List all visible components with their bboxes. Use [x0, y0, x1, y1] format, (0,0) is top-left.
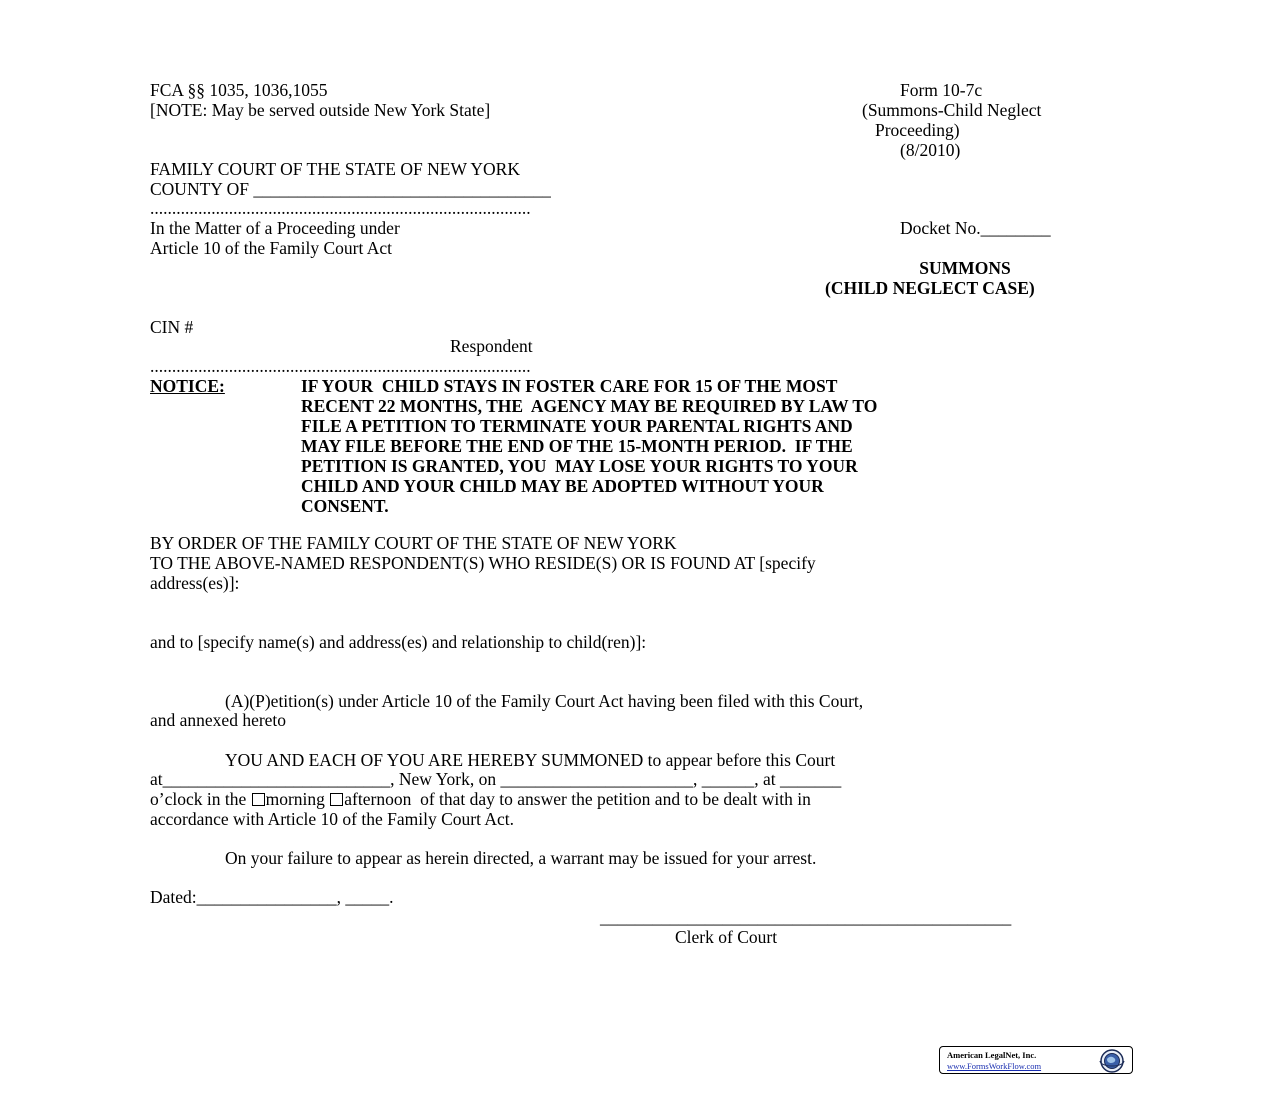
- respondent-label: Respondent: [450, 336, 533, 356]
- court-name: FAMILY COURT OF THE STATE OF NEW YORK: [150, 159, 520, 179]
- dated-field: Dated:________________, _____.: [150, 887, 394, 907]
- cin-field: CIN #: [150, 317, 194, 337]
- docket-number-field: Docket No.________: [900, 218, 1051, 238]
- morning-label: morning: [265, 789, 330, 809]
- summoned-line-1: YOU AND EACH OF YOU ARE HEREBY SUMMONED to appear before this Court: [225, 750, 836, 770]
- county-field: COUNTY OF __________________________________: [150, 179, 551, 199]
- summons-subtitle: (CHILD NEGLECT CASE): [825, 278, 1035, 298]
- petition-line-2: and annexed hereto: [150, 710, 287, 730]
- notice-line: FILE A PETITION TO TERMINATE YOUR PARENTAL RIGHTS AND: [301, 416, 853, 436]
- service-note: [NOTE: May be served outside New York State]: [150, 100, 491, 120]
- form-title-line-1: (Summons-Child Neglect: [862, 100, 1042, 120]
- matter-line-1: In the Matter of a Proceeding under: [150, 218, 400, 238]
- notice-line: MAY FILE BEFORE THE END OF THE 15-MONTH PERIOD. IF THE: [301, 436, 853, 456]
- signature-line: _______________________________________________: [600, 907, 1012, 927]
- logo-website-link[interactable]: www.FormsWorkFlow.com: [947, 1061, 1042, 1071]
- and-to-line: and to [specify name(s) and address(es) and relationship to child(ren)]:: [150, 632, 647, 652]
- caption-divider-top: .......................................................................................: [150, 198, 531, 218]
- summoned-line-4: accordance with Article 10 of the Family Court Act.: [150, 809, 514, 829]
- notice-line: RECENT 22 MONTHS, THE AGENCY MAY BE REQUIRED BY LAW TO: [301, 396, 878, 416]
- warrant-warning: On your failure to appear as herein directed, a warrant may be issued for your arrest.: [225, 848, 817, 868]
- morning-checkbox[interactable]: [252, 793, 265, 806]
- order-line-2: TO THE ABOVE-NAMED RESPONDENT(S) WHO RESIDE(S) OR IS FOUND AT [specify: [150, 553, 816, 573]
- clerk-of-court-label: Clerk of Court: [675, 927, 778, 947]
- summons-title: SUMMONS: [919, 258, 1011, 278]
- notice-line: IF YOUR CHILD STAYS IN FOSTER CARE FOR 15 OF THE MOST: [301, 376, 838, 396]
- form-title-line-2: Proceeding): [875, 120, 960, 140]
- order-line-1: BY ORDER OF THE FAMILY COURT OF THE STATE OF NEW YORK: [150, 533, 677, 553]
- time-of-day-line: [150, 789, 811, 809]
- logo-company-name: American LegalNet, Inc.: [947, 1050, 1037, 1060]
- notice-label: NOTICE:: [150, 376, 225, 396]
- notice-line: CHILD AND YOUR CHILD MAY BE ADOPTED WITHOUT YOUR: [301, 476, 824, 496]
- globe-icon: [1094, 1048, 1130, 1074]
- order-line-3: address(es)]:: [150, 573, 240, 593]
- statute-citation: FCA §§ 1035, 1036,1055: [150, 80, 328, 100]
- petition-line-1: (A)(P)etition(s) under Article 10 of the Family Court Act having been filed with this Court,: [225, 691, 864, 711]
- american-legalnet-logo[interactable]: [939, 1046, 1133, 1074]
- notice-line: CONSENT.: [301, 496, 389, 516]
- form-date: (8/2010): [900, 140, 961, 160]
- form-number: Form 10-7c: [900, 80, 983, 100]
- caption-divider-bottom: .......................................................................................: [150, 356, 531, 376]
- notice-line: PETITION IS GRANTED, YOU MAY LOSE YOUR RIGHTS TO YOUR: [301, 456, 858, 476]
- afternoon-checkbox[interactable]: [330, 793, 343, 806]
- afternoon-label: afternoon of that day to answer the petition and to be dealt with in: [344, 789, 811, 809]
- appearance-details: at__________________________, New York, on ______________________, ______, at _______: [150, 769, 842, 789]
- notice-text: [301, 376, 1151, 516]
- matter-line-2: Article 10 of the Family Court Act: [150, 238, 393, 258]
- time-of-day-prefix: o’clock in the: [150, 789, 251, 809]
